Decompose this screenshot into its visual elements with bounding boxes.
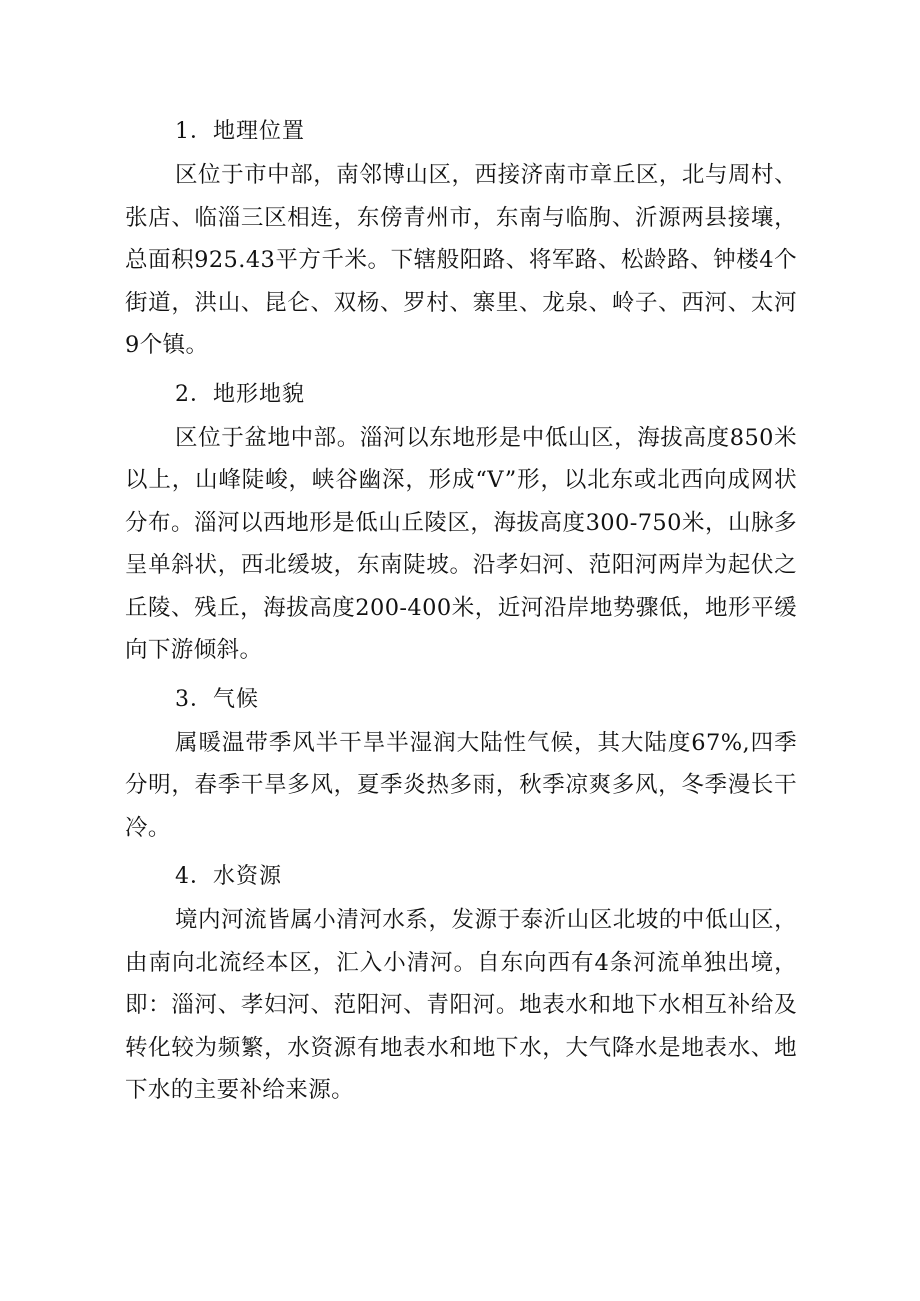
section-heading: 3．气候	[175, 686, 259, 712]
section-heading: 4．水资源	[175, 864, 282, 889]
section-paragraph: 区位于市中部，南邻博山区，西接济南市章丘区，北与周村、张店、临淄三区相连，东傍青州市，东南与临朐、沂源两县接壤，总面积925.43平方千米。下辖般阳路、将军路、松龄路、钟楼4个街道，洪山、昆仑、双杨、罗村、寨里、龙泉、岭子、西河、太河9个镇。	[125, 162, 797, 358]
section-paragraph: 境内河流皆属小清河水系，发源于泰沂山区北坡的中低山区，由南向北流经本区，汇入小清河。自东向西有4条河流单独出境，即：淄河、孝妇河、范阳河、青阳河。地表水和地下水相互补给及转化较为频繁，水资源有地表水和地下水，大气降水是地表水、地下水的主要补给来源。	[125, 907, 797, 1103]
section-geographic-location	[125, 110, 797, 367]
section-paragraph: 区位于盆地中部。淄河以东地形是中低山区，海拔高度850米以上，山峰陡峻，峡谷幽深，形成“V”形，以北东或北西向成网状分布。淄河以西地形是低山丘陵区，海拔高度300-750米，山脉多呈单斜状，西北缓坡，东南陡坡。沿孝妇河、范阳河两岸为起伏之丘陵、残丘，海拔高度200-400米，近河沿岸地势骤低，地形平缓向下游倾斜。	[125, 424, 797, 663]
section-topography	[125, 373, 797, 672]
section-paragraph: 属暖温带季风半干旱半湿润大陆性气候，其大陆度67%,四季分明，春季干旱多风，夏季炎热多雨，秋季凉爽多风，冬季漫长干冷。	[125, 729, 797, 841]
section-heading: 1．地理位置	[175, 119, 305, 144]
section-heading: 2．地形地貌	[175, 381, 305, 407]
section-climate	[125, 678, 797, 850]
section-water-resources	[125, 855, 797, 1112]
document-body	[125, 110, 797, 1118]
